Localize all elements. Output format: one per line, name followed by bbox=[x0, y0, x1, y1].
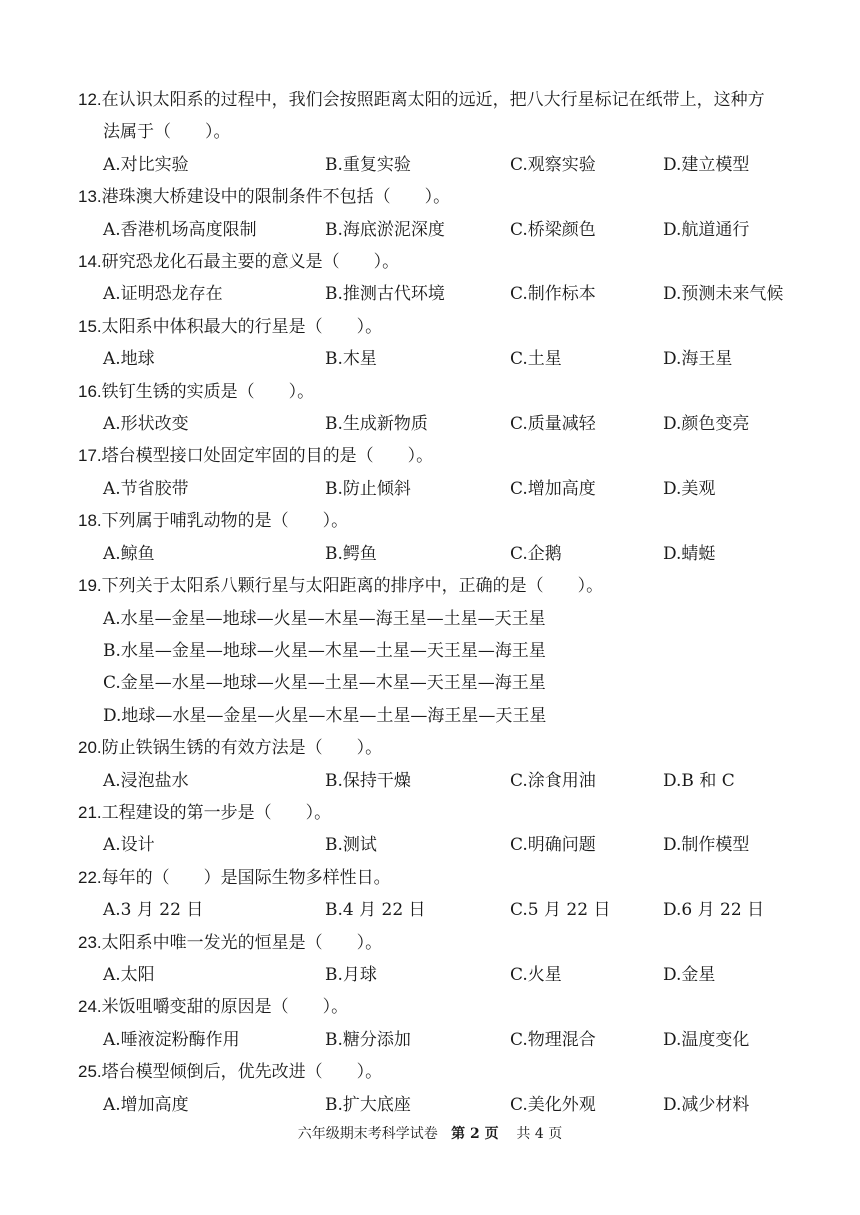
option-c: C.5 月 22 日 bbox=[510, 900, 611, 921]
question-stem bbox=[78, 84, 808, 149]
option-c: C.质量减轻 bbox=[510, 414, 596, 435]
option-row bbox=[78, 343, 808, 375]
question-number: 17. bbox=[78, 446, 102, 466]
question-text: 太阳系中唯一发光的恒星是（ ）。 bbox=[101, 932, 383, 953]
option-column bbox=[78, 603, 808, 733]
question-19 bbox=[78, 570, 808, 732]
option-a: A.香港机场高度限制 bbox=[103, 219, 257, 240]
option-b: B.糖分添加 bbox=[325, 1029, 411, 1050]
question-text: 塔台模型接口处固定牢固的目的是（ ）。 bbox=[101, 446, 434, 467]
option-a: A.对比实验 bbox=[103, 154, 189, 175]
option-row bbox=[78, 149, 808, 181]
question-16 bbox=[78, 376, 808, 441]
option-b: B.木星 bbox=[325, 349, 377, 370]
question-text: 港珠澳大桥建设中的限制条件不包括（ ）。 bbox=[101, 187, 451, 208]
question-stem bbox=[78, 181, 808, 213]
option-a: A.增加高度 bbox=[103, 1094, 189, 1115]
option-b: B.测试 bbox=[325, 835, 377, 856]
option-a: A.浸泡盐水 bbox=[103, 770, 189, 791]
option-row bbox=[78, 278, 808, 310]
question-stem bbox=[78, 570, 808, 602]
option-a: A.设计 bbox=[103, 835, 155, 856]
option-row bbox=[78, 408, 808, 440]
question-text: 防止铁锅生锈的有效方法是（ ）。 bbox=[101, 738, 383, 759]
option-a: A.节省胶带 bbox=[103, 478, 189, 499]
option-d: D.预测未来气候 bbox=[663, 284, 784, 305]
question-number: 13. bbox=[78, 187, 102, 207]
question-number: 14. bbox=[78, 252, 102, 272]
question-number: 18. bbox=[78, 511, 102, 531]
option-b: B.生成新物质 bbox=[325, 414, 428, 435]
question-text: 下列关于太阳系八颗行星与太阳距离的排序中，正确的是（ ）。 bbox=[101, 576, 604, 597]
option-d: D.金星 bbox=[663, 964, 716, 985]
question-stem bbox=[78, 1056, 808, 1088]
option-b: B.重复实验 bbox=[325, 154, 411, 175]
option-d: D.颜色变亮 bbox=[663, 414, 750, 435]
option-c: C.涂食用油 bbox=[510, 770, 596, 791]
page-footer bbox=[0, 1124, 860, 1144]
question-number: 12. bbox=[78, 90, 102, 109]
option-d: D.温度变化 bbox=[663, 1029, 750, 1050]
option-a: A.形状改变 bbox=[103, 414, 189, 435]
question-23 bbox=[78, 927, 808, 992]
option-b: B.扩大底座 bbox=[325, 1094, 411, 1115]
option-c: C.物理混合 bbox=[510, 1029, 596, 1050]
option-b: B.4 月 22 日 bbox=[325, 900, 426, 921]
question-number: 15. bbox=[78, 316, 102, 336]
option-d: D.减少材料 bbox=[663, 1094, 750, 1115]
option-b: B.保持干燥 bbox=[325, 770, 411, 791]
option-d: D.美观 bbox=[663, 478, 716, 499]
option-row bbox=[78, 538, 808, 570]
question-number: 23. bbox=[78, 932, 102, 952]
question-18 bbox=[78, 505, 808, 570]
question-text: 塔台模型倾倒后，优先改进（ ）。 bbox=[101, 1062, 383, 1083]
option-d: D.蜻蜓 bbox=[663, 543, 716, 564]
option-c: C.增加高度 bbox=[510, 478, 596, 499]
option-b: B.鳄鱼 bbox=[325, 543, 377, 564]
question-17 bbox=[78, 440, 808, 505]
option-d: D.地球—水星—金星—火星—木星—土星—海王星—天王星 bbox=[103, 705, 547, 726]
question-text: 在认识太阳系的过程中，我们会按照距离太阳的远近，把八大行星标记在纸带上，这种方 bbox=[101, 90, 765, 110]
option-c: C.桥梁颜色 bbox=[510, 219, 596, 240]
question-text-continued: 法属于（ ）。 bbox=[103, 122, 231, 143]
option-d: D.建立模型 bbox=[663, 154, 750, 175]
option-b: B.防止倾斜 bbox=[325, 478, 411, 499]
option-a: A.证明恐龙存在 bbox=[103, 284, 223, 305]
question-13 bbox=[78, 181, 808, 246]
option-c: C.观察实验 bbox=[510, 154, 596, 175]
question-21 bbox=[78, 797, 808, 862]
question-stem bbox=[78, 927, 808, 959]
option-a: A.3 月 22 日 bbox=[103, 900, 204, 921]
question-number: 19. bbox=[78, 576, 102, 596]
question-14 bbox=[78, 246, 808, 311]
question-15 bbox=[78, 311, 808, 376]
option-row bbox=[78, 829, 808, 861]
option-row bbox=[78, 473, 808, 505]
question-text: 研究恐龙化石最主要的意义是（ ）。 bbox=[101, 252, 400, 273]
question-12 bbox=[78, 84, 808, 181]
option-d: D.航道通行 bbox=[663, 219, 750, 240]
option-b: B.月球 bbox=[325, 964, 377, 985]
option-row bbox=[78, 1089, 808, 1121]
option-c: C.制作标本 bbox=[510, 284, 596, 305]
question-stem bbox=[78, 440, 808, 472]
option-c: C.土星 bbox=[510, 349, 562, 370]
question-stem bbox=[78, 505, 808, 537]
option-a: A.唾液淀粉酶作用 bbox=[103, 1029, 240, 1050]
question-text: 每年的（ ）是国际生物多样性日。 bbox=[101, 867, 391, 888]
question-text: 下列属于哺乳动物的是（ ）。 bbox=[101, 511, 349, 532]
question-number: 21. bbox=[78, 802, 102, 822]
question-24 bbox=[78, 991, 808, 1056]
question-text: 太阳系中体积最大的行星是（ ）。 bbox=[101, 316, 383, 337]
option-d: D.B 和 C bbox=[663, 770, 735, 791]
question-list bbox=[78, 84, 808, 1121]
footer-title: 六年级期末考科学试卷 bbox=[297, 1126, 438, 1142]
option-a: A.地球 bbox=[103, 349, 155, 370]
option-c: C.美化外观 bbox=[510, 1094, 596, 1115]
question-stem bbox=[78, 797, 808, 829]
question-stem bbox=[78, 246, 808, 278]
option-d: D.海王星 bbox=[663, 349, 733, 370]
question-stem bbox=[78, 311, 808, 343]
question-stem bbox=[78, 991, 808, 1023]
question-number: 22. bbox=[78, 867, 102, 887]
footer-total-pages: 共 4 页 bbox=[516, 1126, 563, 1142]
option-row bbox=[78, 959, 808, 991]
option-a: A.鲸鱼 bbox=[103, 543, 155, 564]
question-text: 铁钉生锈的实质是（ ）。 bbox=[101, 381, 315, 402]
question-22 bbox=[78, 862, 808, 927]
option-b: B.海底淤泥深度 bbox=[325, 219, 445, 240]
option-a: A.水星—金星—地球—火星—木星—海王星—土星—天王星 bbox=[103, 608, 546, 629]
option-c: C.企鹅 bbox=[510, 543, 562, 564]
question-stem bbox=[78, 376, 808, 408]
option-c: C.火星 bbox=[510, 964, 562, 985]
footer-page-number: 第 2 页 bbox=[451, 1126, 499, 1142]
question-text: 米饭咀嚼变甜的原因是（ ）。 bbox=[101, 997, 349, 1018]
question-number: 25. bbox=[78, 1062, 102, 1082]
option-row bbox=[78, 894, 808, 926]
option-b: B.推测古代环境 bbox=[325, 284, 445, 305]
question-number: 20. bbox=[78, 738, 102, 758]
option-c: C.明确问题 bbox=[510, 835, 596, 856]
question-25 bbox=[78, 1056, 808, 1121]
option-row bbox=[78, 1024, 808, 1056]
question-stem bbox=[78, 732, 808, 764]
question-20 bbox=[78, 732, 808, 797]
option-d: D.6 月 22 日 bbox=[663, 900, 765, 921]
option-row bbox=[78, 214, 808, 246]
option-row bbox=[78, 765, 808, 797]
option-d: D.制作模型 bbox=[663, 835, 750, 856]
question-stem bbox=[78, 862, 808, 894]
option-a: A.太阳 bbox=[103, 964, 155, 985]
question-text: 工程建设的第一步是（ ）。 bbox=[101, 802, 332, 823]
question-number: 16. bbox=[78, 381, 102, 401]
option-c: C.金星—水星—地球—火星—土星—木星—天王星—海王星 bbox=[103, 673, 546, 694]
option-b: B.水星—金星—地球—火星—木星—土星—天王星—海王星 bbox=[103, 640, 546, 661]
question-number: 24. bbox=[78, 997, 102, 1017]
